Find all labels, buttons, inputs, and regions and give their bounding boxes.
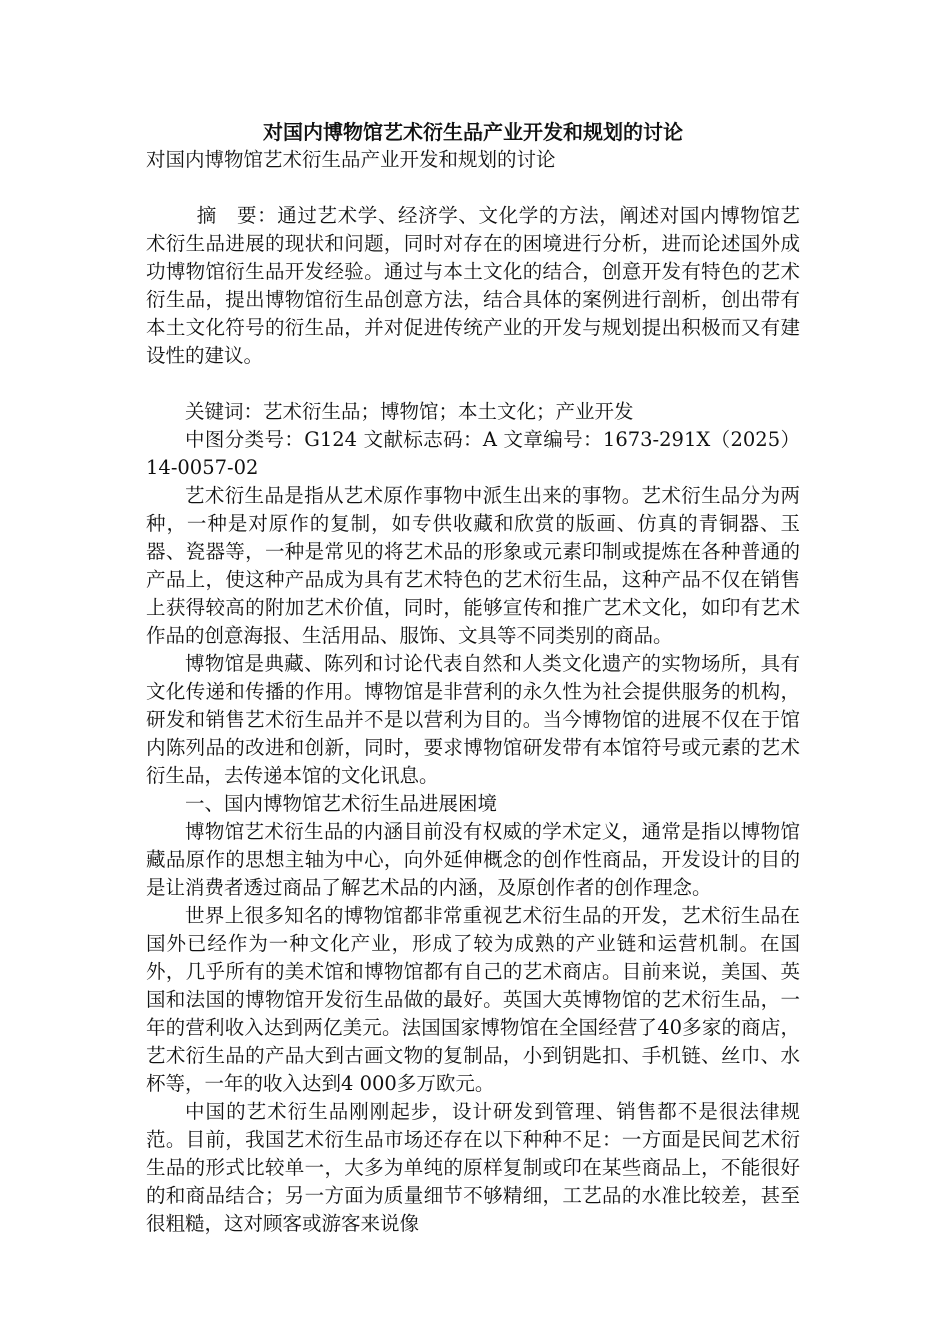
- body-paragraph: 博物馆艺术衍生品的内涵目前没有权威的学术定义，通常是指以博物馆藏品原作的思想主轴为中心，向外延伸概念的创作性商品，开发设计的目的是让消费者透过商品了解艺术品的内涵，及原创作者的创作理念。: [146, 820, 800, 899]
- document-subtitle: 对国内博物馆艺术衍生品产业开发和规划的讨论: [146, 148, 556, 171]
- keywords: 关键词：艺术衍生品；博物馆；本土文化；产业开发: [185, 400, 634, 423]
- body-paragraph: 艺术衍生品是指从艺术原作事物中派生出来的事物。艺术衍生品分为两种，一种是对原作的复制，如专供收藏和欣赏的版画、仿真的青铜器、玉器、瓷器等，一种是常见的将艺术品的形象或元素印制或提炼在各种普通的产品上，使这种产品成为具有艺术特色的艺术衍生品，这种产品不仅在销售上获得较高的附加艺术价值，同时，能够宣传和推广艺术文化，如印有艺术作品的创意海报、生活用品、服饰、文具等不同类别的商品。: [146, 484, 800, 647]
- body-paragraph: 博物馆是典藏、陈列和讨论代表自然和人类文化遗产的实物场所，具有文化传递和传播的作用。博物馆是非营利的永久性为社会提供服务的机构，研发和销售艺术衍生品并不是以营利为目的。当今博物馆的进展不仅在于馆内陈列品的改进和创新，同时，要求博物馆研发带有本馆符号或元素的艺术衍生品，去传递本馆的文化讯息。: [146, 652, 800, 787]
- document-title: 对国内博物馆艺术衍生品产业开发和规划的讨论: [263, 120, 683, 144]
- body-paragraph: 世界上很多知名的博物馆都非常重视艺术衍生品的开发，艺术衍生品在国外已经作为一种文化产业，形成了较为成熟的产业链和运营机制。在国外，几乎所有的美术馆和博物馆都有自己的艺术商店。目前来说，美国、英国和法国的博物馆开发衍生品做的最好。英国大英博物馆的艺术衍生品，一年的营利收入达到两亿美元。法国国家博物馆在全国经营了40多家的商店，艺术衍生品的产品大到古画文物的复制品，小到钥匙扣、手机链、丝巾、水杯等，一年的收入达到4 000多万欧元。: [146, 904, 800, 1095]
- abstract: 摘 要：通过艺术学、经济学、文化学的方法，阐述对国内博物馆艺术衍生品进展的现状和问题，同时对存在的困境进行分析，进而论述国外成功博物馆衍生品开发经验。通过与本土文化的结合，创意开发有特色的艺术衍生品，提出博物馆衍生品创意方法，结合具体的案例进行剖析，创出带有本土文化符号的衍生品，并对促进传统产业的开发与规划提出积极而又有建设性的建议。: [146, 204, 800, 367]
- classification-info: 中图分类号：G124 文献标志码：A 文章编号：1673-291X（2025）14-0057-02: [146, 428, 801, 479]
- section-heading: 一、国内博物馆艺术衍生品进展困境: [185, 792, 498, 815]
- body-paragraph: 中国的艺术衍生品刚刚起步，设计研发到管理、销售都不是很法律规范。目前，我国艺术衍生品市场还存在以下种种不足：一方面是民间艺术衍生品的形式比较单一，大多为单纯的原样复制或印在某些商品上，不能很好的和商品结合；另一方面为质量细节不够精细，工艺品的水准比较差，甚至很粗糙，这对顾客或游客来说像: [146, 1100, 800, 1235]
